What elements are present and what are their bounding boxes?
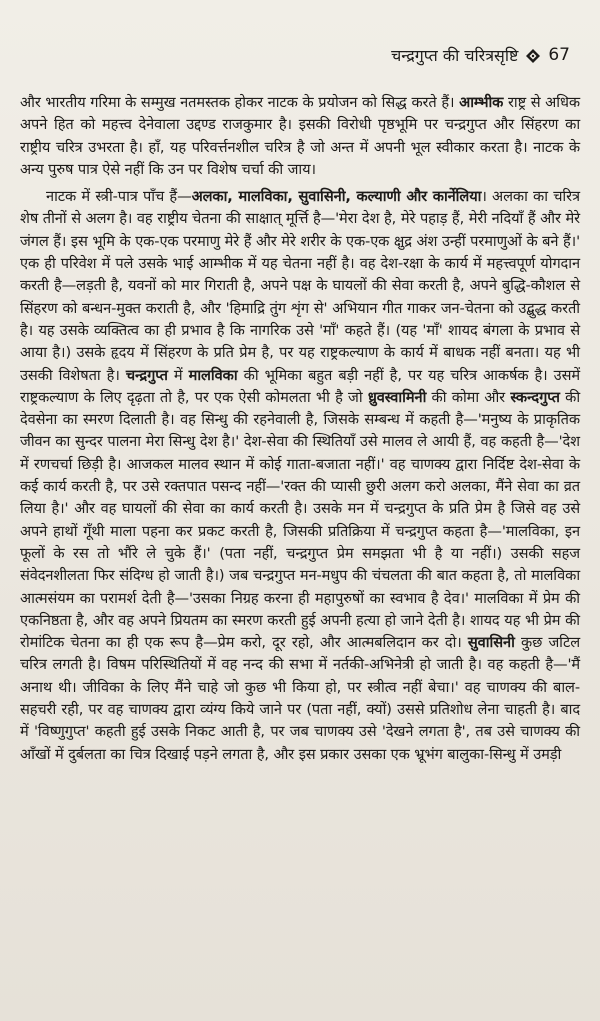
text-run: की कोमा और (426, 388, 511, 406)
page-number: 67 (548, 45, 570, 65)
text-run: नाटक में स्त्री-पात्र पाँच हैं— (46, 188, 192, 206)
bold-term: मालविका (188, 366, 238, 384)
paragraph (20, 92, 580, 181)
bold-term: सुवासिनी (467, 634, 515, 652)
text-run: । अलका का चरित्र शेष तीनों से अलग है। वह राष्ट्रीय चेतना की साक्षात् मूर्त्ति है—'मेरा देश है, मेरे पहाड़ हैं, मेरी नदियाँ हैं और मेरे जंगल हैं। इस भूमि के एक-एक परमाणु मेरे हैं और मेरे शरीर के एक-एक क्षुद्र अंश उन्हीं परमाणुओं के बने हैं।' एक ही परिवेश में पले उसके भाई आम्भीक में यह चेतना नहीं है। वह देश-रक्षा के कार्य में महत्त्वपूर्ण योगदान करती है—लड़ती है, यवनों को मार गिराती है, अपने पक्ष के घायलों की सेवा करती है, अपने बुद्धि-कौशल से सिंहरण को बन्धन-मुक्त कराती है, और 'हिमाद्रि तुंग शृंग से' अभियान गीत गाकर जन-चेतना को उद्बुद्ध करती है। यह उसके व्यक्तित्व का ही प्रभाव है कि नागरिक उसे 'माँ' कहते हैं। (यह 'माँ' शायद बंगला के प्रभाव से आया है।) उसके हृदय में सिंहरण के प्रति प्रेम है, पर यह राष्ट्रकल्याण के कार्य में बाधक नहीं बनता। यह भी उसकी विशेषता है। (20, 188, 580, 384)
text-run: कुछ जटिल चरित्र लगती है। विषम परिस्थितियों में वह नन्द की सभा में नर्तकी-अभिनेत्री हो जाती है। वह कहती है—'मैं अनाथ थी। जीविका के लिए मैंने चाहे जो कुछ भी किया हो, पर स्त्रीत्व नहीं बेचा।' वह चाणक्य की बाल-सहचरी रही, पर वह चाणक्य द्वारा व्यंग्य किये जाने पर (पता नहीं, क्यों) उससे प्रतिशोध लेना चाहती है। बाद में 'विष्णुगुप्त' कहती हुई उसके निकट आती है, पर जब चाणक्य उसे 'देखने लगता है', तब उसे चाणक्य की आँखों में दुर्बलता का चित्र दिखाई पड़ने लगता है, और इस प्रकार उसका एक भ्रूभंग बालुका-सिन्धु में उमड़ी (20, 634, 581, 763)
paragraph (20, 186, 580, 766)
bold-term: चन्द्रगुप्त (125, 366, 168, 384)
text-run: और भारतीय गरिमा के सम्मुख नतमस्तक होकर नाटक के प्रयोजन को सिद्ध करते हैं। (20, 94, 460, 111)
text-run: राष्ट्र से अधिक अपने हित को महत्त्व देनेवाला उद्दण्ड राजकुमार है। इसकी विरोधी पृष्ठभूमि पर चन्द्रगुप्त और सिंहरण का राष्ट्रीय चरित्र उभरता है। हाँ, यह परिवर्त्तनशील चरित्र है जो अन्त में अपनी भूल स्वीकार करता है। नाटक के अन्य पुरुष पात्र ऐसे नहीं कि उन पर विशेष चर्चा की जाय। (20, 94, 580, 178)
text-run: में (167, 366, 189, 384)
bold-term: स्कन्दगुप्त (510, 388, 560, 406)
text-run: की देवसेना का स्मरण दिलाती है। वह सिन्धु की रहनेवाली है, जिसके सम्बन्ध में कहती है—'मनुष्य के प्राकृतिक जीवन का सुन्दर पालना मेरा सिन्धु देश है।' देश-सेवा की स्थितियाँ उसे मालव ले आयी हैं, वह कहती है—'देश में रणचर्चा छिड़ी है। आजकल मालव स्थान में कोई गाता-बजाता नहीं।' वह चाणक्य द्वारा निर्दिष्ट देश-सेवा के कई कार्य करती है, पर उसे रक्तपात पसन्द नहीं—'रक्त की प्यासी छुरी अलग करो अलका, मैंने सेवा का व्रत लिया है।' और वह घायलों की सेवा का कार्य करती है। उसके मन में चन्द्रगुप्त के प्रति प्रेम है जिसे वह उसे अपने हाथों गूँथी माला पहना कर प्रकट करती है, जिसकी प्रतिक्रिया में चन्द्रगुप्त कहता है—'मालविका, इन फूलों के रस तो भौंरे ले चुके हैं।' (पता नहीं, चन्द्रगुप्त प्रेम समझता भी है या नहीं।) उसकी सहज संवेदनशीलता फिर संदिग्ध हो जाती है।) जब चन्द्रगुप्त मन-मधुप की चंचलता की बात कहता है, तो मालविका आत्मसंयम का परामर्श देती है—'उसका निग्रह करना ही महापुरुषों का स्वभाव है देव।' मालविका में प्रेम की एकनिष्ठता है, और वह अपने प्रियतम का स्मरण करती हुई अपनी हत्या हो जाने देती है। शायद यह भी प्रेम की रोमांटिक चेतना का ही एक रूप है—प्रेम करो, दूर रहो, और आत्मबलिदान कर दो। (20, 388, 580, 652)
running-head (391, 44, 570, 66)
diamond-ornament-icon (526, 48, 540, 62)
bold-term: आम्भीक (459, 94, 504, 111)
text-run: की भूमिका बहुत बड़ी नहीं है, पर यह चरित्र आकर्षक है। उसमें राष्ट्रकल्याण के लिए दृढ़ता तो है, पर एक ऐसी कोमलता भी है जो (20, 366, 580, 406)
bold-term: ध्रुवस्वामिनी (367, 388, 427, 406)
bold-term: अलका, मालविका, सुवासिनी, कल्याणी और कार्नेलिया (191, 188, 482, 206)
chapter-title: चन्द्रगुप्त की चरित्रसृष्टि (391, 46, 519, 65)
body-text (20, 92, 580, 771)
